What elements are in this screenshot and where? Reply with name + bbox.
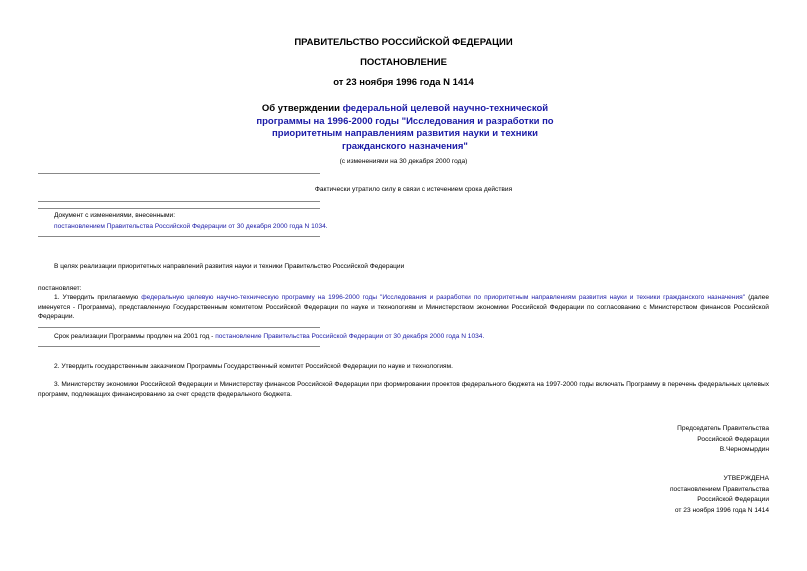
item-2-paragraph: 2. Утвердить государственным заказчиком Программы Государственный комитет Российской Федерации по науке и технологиям.: [54, 363, 453, 370]
intro-paragraph: В целях реализации приоритетных направлений развития науки и техники Правительство Российской Федерации: [54, 263, 405, 270]
divider: [38, 208, 320, 209]
signature-name: В.Черномырдин: [719, 446, 769, 453]
divider: [38, 346, 320, 347]
signature-line-2: Российской Федерации: [697, 435, 769, 443]
status-note: Фактически утратило силу в связи с истечением срока действия: [314, 186, 513, 193]
extension-note: [54, 332, 484, 341]
changes-link[interactable]: постановлением Правительства Российской Федерации от 30 декабря 2000 года N 1034.: [54, 223, 328, 230]
divider: [38, 173, 320, 174]
signature-block: [677, 424, 769, 456]
extension-text: Срок реализации Программы продлен на 2001 год -: [54, 333, 216, 340]
government-heading: ПРАВИТЕЛЬСТВО РОССИЙСКОЙ ФЕДЕРАЦИИ: [294, 37, 513, 48]
approved-line-1: УТВЕРЖДЕНА: [723, 475, 769, 482]
approved-line-4: от 23 ноября 1996 года N 1414: [674, 506, 769, 514]
signature-line-1: Председатель Правительства: [677, 425, 769, 432]
item-1-paragraph: [38, 293, 769, 322]
document-type-heading: ПОСТАНОВЛЕНИЕ: [360, 57, 447, 68]
item-3-paragraph: 3. Министерству экономики Российской Федерации и Министерству финансов Российской Федерации при формировании проектов федерального бюджета на 1997-2000 годы включать Программу в перечень федеральных целевых программ, подлежащих финансированию за счет средств федерального бюджета.: [38, 381, 769, 398]
divider: [38, 236, 320, 237]
item-1-program-link[interactable]: федеральную целевую научно-техническую программу на 1996-2000 годы "Исследования и разработки по приоритетным направлениям развития науки и техники гражданского назначения": [141, 294, 746, 301]
extension-link[interactable]: постановление Правительства Российской Федерации от 30 декабря 2000 года N 1034.: [215, 333, 485, 340]
document-title: [240, 103, 570, 153]
divider: [38, 327, 320, 328]
item-1-start: 1. Утвердить прилагаемую: [54, 294, 142, 301]
program-title-link[interactable]: федеральной целевой научно-технической программы на 1996-2000 годы "Исследования и разработки по приоритетным направлениям развития науки и техники гражданского назначения": [256, 103, 554, 152]
item-1-end: (далее именуется - Программа), представленную Государственным комитетом Российской Федерации по науке и технологиям и Министерством экономики Российской Федерации по согласованию с Министерством финансов Российской Федерации.: [38, 294, 769, 321]
title-prefix: Об утверждении: [261, 103, 343, 114]
approved-block: [670, 474, 769, 516]
divider: [38, 201, 320, 202]
approved-line-3: Российской Федерации: [697, 496, 769, 503]
approved-line-2: постановлением Правительства: [669, 485, 769, 493]
decides-text: постановляет:: [38, 285, 82, 292]
changes-label: Документ с изменениями, внесенными:: [54, 212, 176, 219]
date-number-heading: от 23 ноября 1996 года N 1414: [333, 77, 474, 88]
amendment-note: (с изменениями на 30 декабря 2000 года): [339, 158, 468, 165]
